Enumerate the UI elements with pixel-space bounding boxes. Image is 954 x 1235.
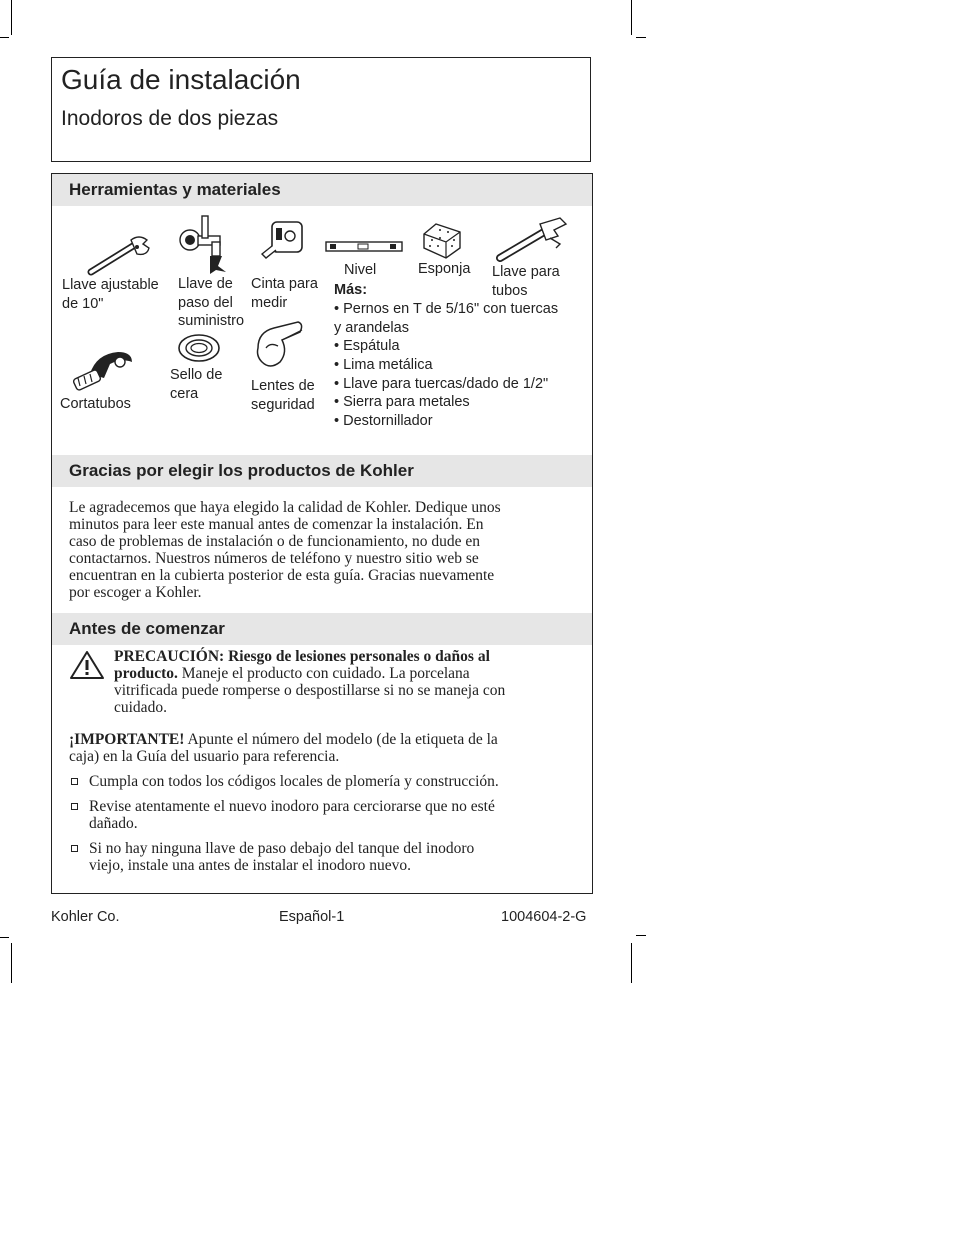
text-line: encuentran en la cubierta posterior de esta guía. Gracias nuevamente: [69, 567, 495, 584]
more-item: • Pernos en T de 5/16" con tuercas: [334, 301, 559, 317]
crop-mark: [631, 0, 632, 35]
text-line: viejo, instale una antes de instalar el inodoro nuevo.: [89, 857, 411, 874]
text-line: cuidado.: [114, 699, 167, 716]
important-paragraph: [69, 731, 498, 765]
text-line: Si no hay ninguna llave de paso debajo del tanque del inodoro: [89, 840, 475, 857]
caution-paragraph: [114, 648, 505, 716]
thanks-paragraph: [69, 499, 501, 601]
list-item: [89, 840, 474, 874]
level-icon: [324, 240, 404, 254]
main-content-box: [51, 173, 593, 894]
thanks-heading: Gracias por elegir los productos de Kohler: [52, 455, 592, 487]
more-item: • Lima metálica: [334, 357, 433, 373]
wax-seal-icon: [176, 332, 222, 364]
text-line: Cumpla con todos los códigos locales de plomería y construcción.: [89, 773, 499, 790]
text-line: caja) en la Guía del usuario para referencia.: [69, 748, 340, 765]
footer-page-number: Español-1: [279, 909, 345, 925]
tool-label: Sello de cera: [170, 367, 223, 402]
text-line: contactarnos. Nuestros números de teléfono y nuestro sitio web se: [69, 550, 479, 567]
important-label: ¡IMPORTANTE!: [69, 731, 185, 748]
tool-label: Llave para tubos: [492, 264, 560, 299]
crop-mark: [631, 943, 632, 983]
tools-heading: Herramientas y materiales: [52, 174, 592, 206]
text-line: Le agradecemos que haya elegido la calidad de Kohler. Dedique unos: [69, 499, 501, 516]
tool-label: Cinta para medir: [251, 276, 318, 311]
more-item: • Destornillador: [334, 413, 433, 429]
text-line: por escoger a Kohler.: [69, 584, 202, 601]
tool-label: Esponja: [418, 261, 471, 277]
sponge-icon: [420, 222, 466, 260]
page-subtitle: Inodoros de dos piezas: [61, 107, 279, 130]
tool-label: Llave ajustable de 10": [62, 277, 159, 312]
crop-mark: [11, 0, 12, 35]
title-box: [51, 57, 591, 162]
caution-text: Maneje el producto con cuidado. La porcelana: [177, 665, 470, 682]
text-line: dañado.: [89, 815, 138, 832]
adjustable-wrench-icon: [87, 234, 157, 276]
text-line: vitrificada puede romperse o despostillarse si no se maneja con: [114, 682, 506, 699]
safety-glasses-icon: [252, 318, 308, 374]
caution-title: PRECAUCIÓN: Riesgo de lesiones personales o daños al: [114, 648, 490, 665]
more-item: • Espátula: [334, 338, 400, 354]
checkbox-bullet-icon: [71, 778, 78, 785]
more-item: • Sierra para metales: [334, 394, 470, 410]
supply-shutoff-valve-icon: [176, 214, 236, 276]
caution-title-cont: producto.: [114, 665, 178, 682]
checkbox-bullet-icon: [71, 803, 78, 810]
tool-label: Cortatubos: [60, 396, 131, 412]
more-item: • Llave para tuercas/dado de 1/2": [334, 376, 549, 392]
pipe-wrench-icon: [494, 214, 574, 262]
tape-measure-icon: [258, 218, 308, 260]
text-line: caso de problemas de instalación o de funcionamiento, no dude en: [69, 533, 481, 550]
text-line: Revise atentamente el nuevo inodoro para cerciorarse que no esté: [89, 798, 495, 815]
tool-label: Nivel: [344, 262, 377, 278]
warning-triangle-icon: [69, 650, 105, 680]
crop-mark: [636, 935, 646, 936]
tube-cutter-icon: [70, 348, 142, 394]
before-heading: Antes de comenzar: [52, 613, 592, 645]
crop-mark: [0, 937, 9, 938]
text-line: minutos para leer este manual antes de comenzar la instalación. En: [69, 516, 484, 533]
important-text: Apunte el número del modelo (de la etiqueta de la: [184, 731, 498, 748]
crop-mark: [636, 37, 646, 38]
page-title: Guía de instalación: [61, 64, 301, 95]
more-item: y arandelas: [334, 320, 409, 336]
checkbox-bullet-icon: [71, 845, 78, 852]
more-label: Más:: [334, 282, 368, 298]
crop-mark: [11, 943, 12, 983]
tool-label: Lentes de seguridad: [251, 378, 315, 413]
footer-doc-number: 1004604-2-G: [501, 909, 587, 925]
tool-label: Llave de paso del suministro: [178, 276, 245, 329]
crop-mark: [0, 37, 9, 38]
footer-company: Kohler Co.: [51, 909, 120, 925]
list-item: [89, 773, 499, 790]
list-item: [89, 798, 495, 832]
